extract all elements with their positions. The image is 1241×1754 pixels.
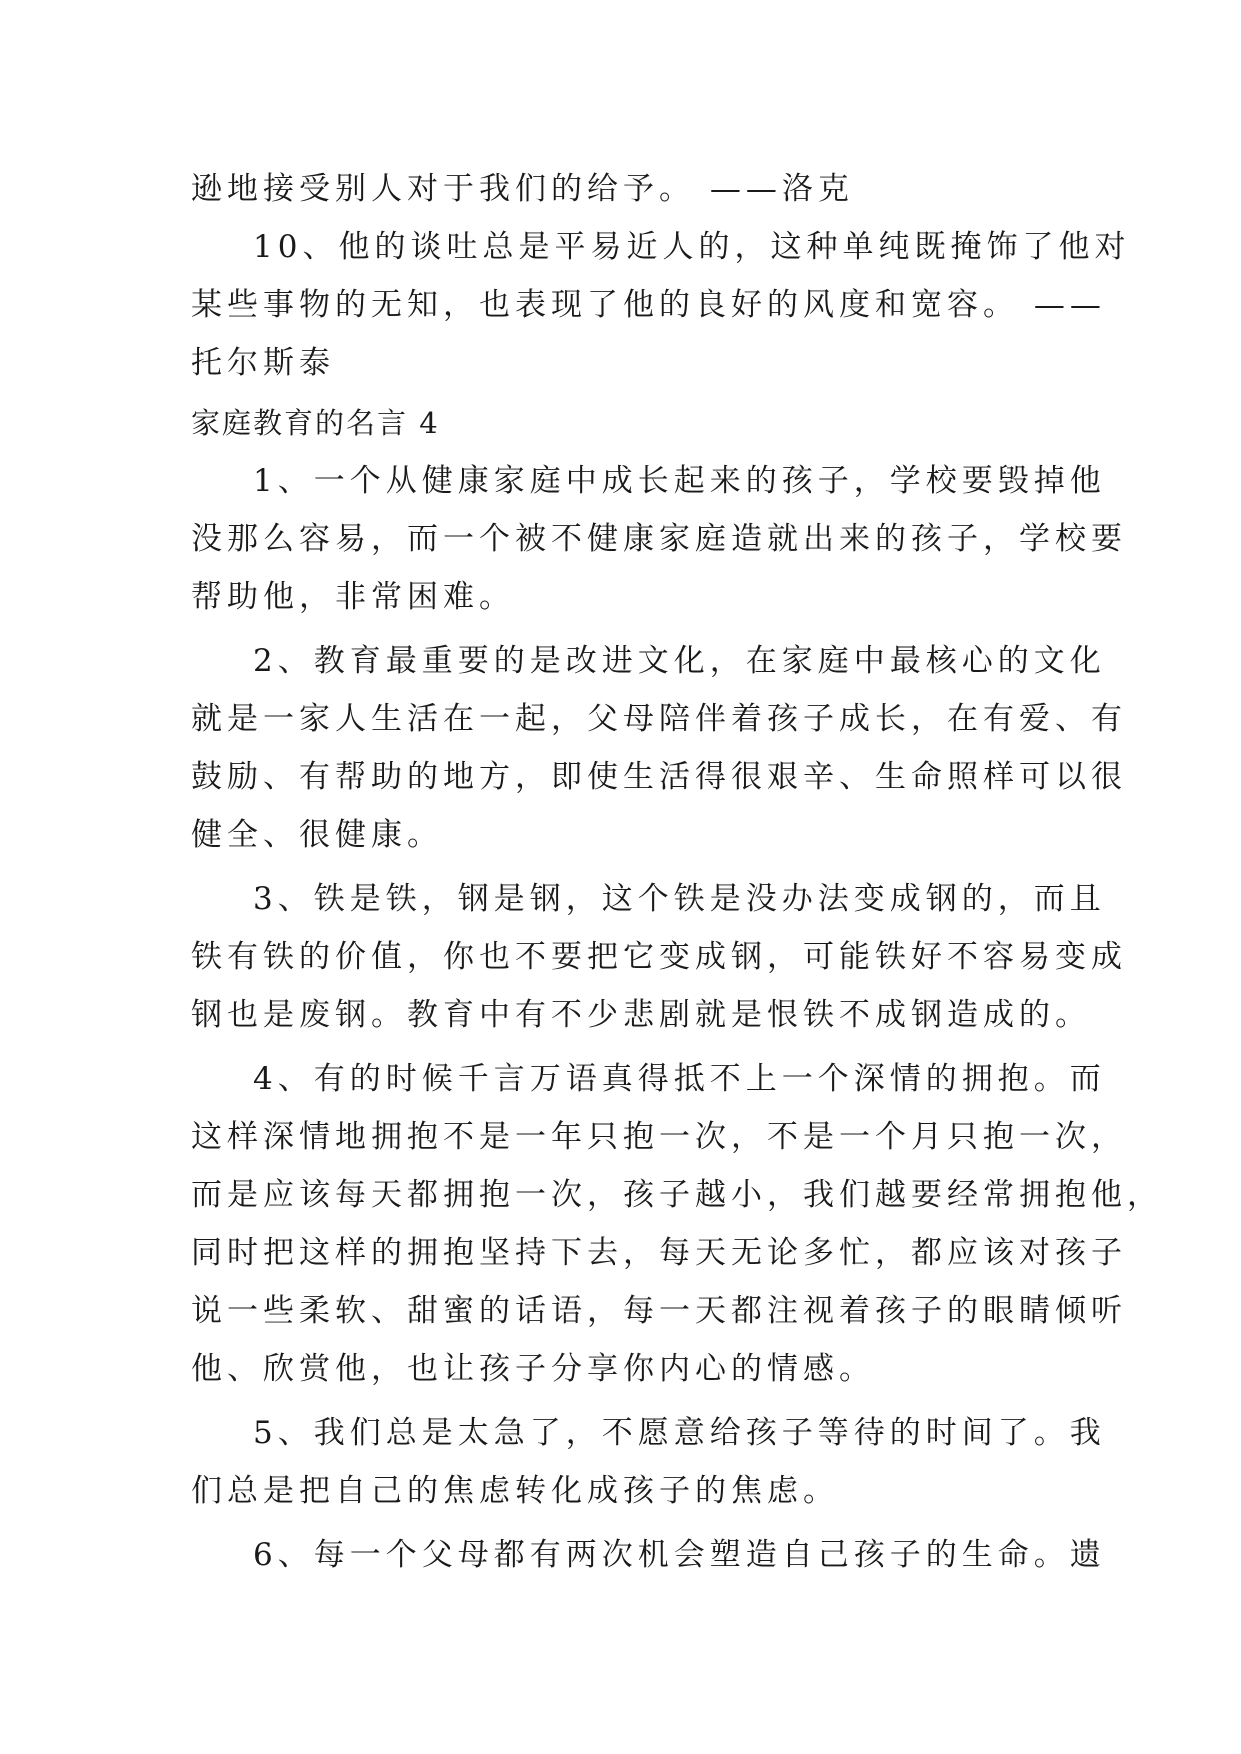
text-line: 这样深情地拥抱不是一年只抱一次，不是一个月只抱一次， (191, 1119, 1127, 1155)
text-line: 就是一家人生活在一起，父母陪伴着孩子成长，在有爱、有 (191, 701, 1127, 737)
text-line: 鼓励、有帮助的地方，即使生活得很艰辛、生命照样可以很 (191, 759, 1127, 795)
text-line: 们总是把自己的焦虑转化成孩子的焦虑。 (191, 1473, 839, 1509)
text-line: 逊地接受别人对于我们的给予。 ——洛克 (191, 171, 854, 207)
text-line: 健全、很健康。 (191, 817, 443, 853)
text-line: 帮助他，非常困难。 (191, 579, 515, 615)
text-line: 1、一个从健康家庭中成长起来的孩子，学校要毁掉他 (253, 463, 1106, 499)
text-line: 某些事物的无知，也表现了他的良好的风度和宽容。 —— (191, 287, 1106, 323)
text-line: 而是应该每天都拥抱一次，孩子越小，我们越要经常拥抱他， (191, 1177, 1163, 1213)
text-line: 说一些柔软、甜蜜的话语，每一天都注视着孩子的眼睛倾听 (191, 1293, 1127, 1329)
text-line: 托尔斯泰 (191, 345, 335, 381)
text-line: 钢也是废钢。教育中有不少悲剧就是恨铁不成钢造成的。 (191, 997, 1091, 1033)
text-line: 3、铁是铁，钢是钢，这个铁是没办法变成钢的，而且 (253, 881, 1106, 917)
text-line: 铁有铁的价值，你也不要把它变成钢，可能铁好不容易变成 (191, 939, 1127, 975)
text-line: 没那么容易，而一个被不健康家庭造就出来的孩子，学校要 (191, 521, 1127, 557)
section-heading: 家庭教育的名言 4 (191, 406, 440, 440)
text-line: 同时把这样的拥抱坚持下去，每天无论多忙，都应该对孩子 (191, 1235, 1127, 1271)
text-line: 他、欣赏他，也让孩子分享你内心的情感。 (191, 1351, 875, 1387)
text-line: 6、每一个父母都有两次机会塑造自己孩子的生命。遗 (253, 1537, 1106, 1573)
document-body (191, 160, 1163, 1584)
text-line: 10、他的谈吐总是平易近人的，这种单纯既掩饰了他对 (253, 229, 1131, 265)
text-line: 5、我们总是太急了，不愿意给孩子等待的时间了。我 (253, 1415, 1106, 1451)
text-line: 4、有的时候千言万语真得抵不上一个深情的拥抱。而 (253, 1061, 1106, 1097)
text-line: 2、教育最重要的是改进文化，在家庭中最核心的文化 (253, 643, 1106, 679)
